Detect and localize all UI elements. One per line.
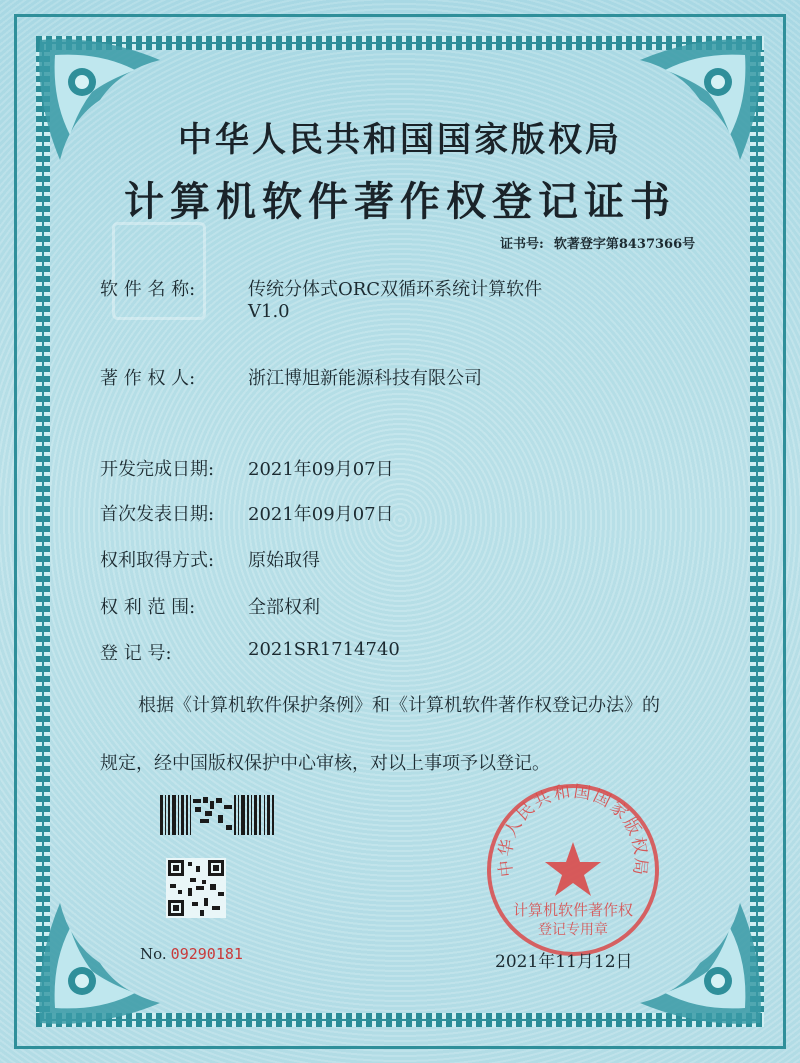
field-value: 浙江博旭新能源科技有限公司: [248, 368, 482, 389]
field-label: 软 件 名 称:: [100, 279, 196, 300]
field-value: 2021年09月07日: [248, 459, 394, 480]
field-label: 著 作 权 人:: [100, 368, 196, 389]
software-name-line2: V1.0: [248, 301, 290, 322]
seal-inner-line2: 登记专用章: [538, 922, 608, 938]
software-name-line1: 传统分体式ORC双循环系统计算软件: [248, 279, 543, 300]
issuer-title: 中华人民共和国国家版权局: [178, 120, 622, 160]
seal-inner-line1: 计算机软件著作权: [512, 901, 634, 919]
field-value: 2021年09月07日: [248, 504, 394, 525]
certificate-title: 计算机软件著作权登记证书: [124, 178, 676, 225]
field-copyright-owner: [100, 364, 482, 390]
statement-line2: 规定，经中国版权保护中心审核，对以上事项予以登记。: [100, 753, 550, 774]
issue-date: 2021年11月12日: [495, 952, 633, 972]
statement-paragraph: [100, 677, 720, 793]
field-value: 全部权利: [248, 597, 320, 618]
field-publication-date: [100, 500, 394, 526]
field-registration-number: [100, 639, 400, 665]
field-software-name: [100, 275, 542, 322]
field-label: 开发完成日期:: [100, 459, 215, 480]
field-label: 权 利 范 围:: [100, 597, 196, 618]
field-acquisition-method: [100, 546, 320, 572]
field-value: 2021SR1714740: [248, 639, 400, 660]
official-seal-stamp: [483, 780, 663, 960]
field-label: 权利取得方式:: [100, 550, 215, 571]
certificate-number-value: 软著登字第8437366号: [553, 237, 696, 252]
serial-prefix: No.: [140, 945, 167, 963]
serial-number: [140, 945, 243, 963]
certificate-number-label: 证书号:: [500, 237, 544, 252]
barcode-icon: [160, 795, 275, 835]
statement-line1: 根据《计算机软件保护条例》和《计算机软件著作权登记办法》的: [138, 695, 660, 716]
field-rights-scope: [100, 593, 320, 619]
serial-value: 09290181: [170, 945, 243, 963]
star-icon: [545, 842, 601, 896]
field-value: [248, 275, 542, 322]
corner-ornament-bottom-left: [30, 893, 170, 1033]
qr-code-icon: [166, 858, 226, 918]
field-label: 首次发表日期:: [100, 504, 215, 525]
field-completion-date: [100, 455, 394, 481]
field-value: 原始取得: [248, 550, 320, 571]
field-label: 登 记 号:: [100, 643, 172, 664]
seal-outer-text: 中华人民共和国国家版权局: [495, 781, 651, 879]
certificate-number: [500, 233, 705, 252]
